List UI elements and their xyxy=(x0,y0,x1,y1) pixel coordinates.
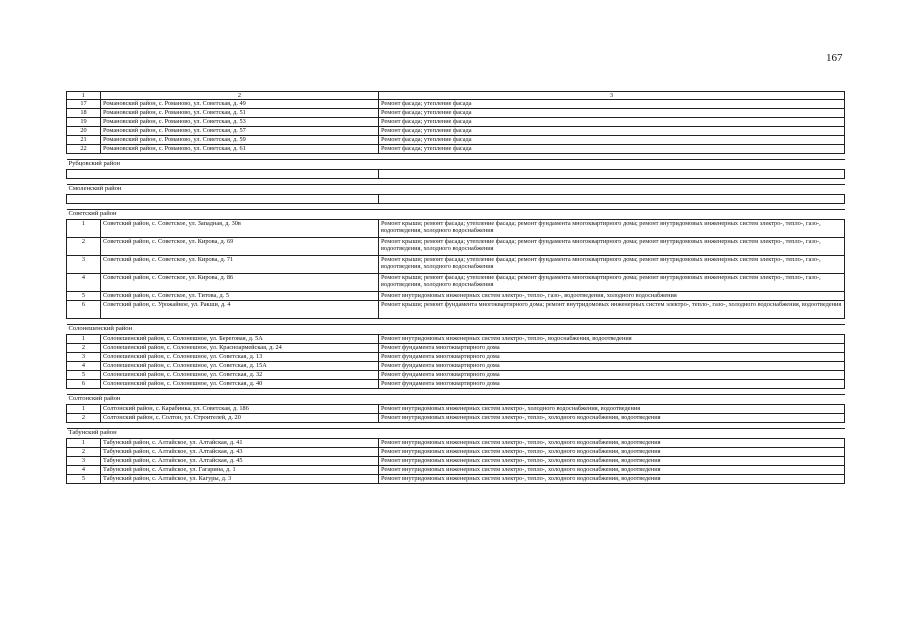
address-cell: Советский район, с. Советское, ул. Кирова, д. 71 xyxy=(101,256,379,274)
works-cell: Ремонт внутридомовых инженерных систем электро-, тепло-, холодного водоснабжения, водоотведения xyxy=(379,466,845,475)
works-cell: Ремонт внутридомовых инженерных систем электро-, тепло-, холодного водоснабжения, водоотведения xyxy=(379,475,845,484)
table-row xyxy=(67,292,845,301)
table-row xyxy=(67,439,845,448)
works-table-body xyxy=(67,92,845,484)
table-row xyxy=(67,414,845,423)
address-cell: Солонешенский район, с. Солонешное, ул. Советская, д. 15А xyxy=(101,362,379,371)
works-cell: Ремонт внутридомовых инженерных систем электро-, тепло-, холодного водоснабжения, водоотведения xyxy=(379,457,845,466)
address-cell: Советский район, с. Советское, ул. Титова, д. 5 xyxy=(101,292,379,301)
works-table xyxy=(66,91,845,484)
table-row xyxy=(67,344,845,353)
table-row xyxy=(67,100,845,109)
region-heading: Рубцовский район xyxy=(67,160,845,170)
address-cell: Табунский район, с. Алтайское, ул. Кагуры, д. 3 xyxy=(101,475,379,484)
region-heading-row xyxy=(67,210,845,220)
table-row xyxy=(67,371,845,380)
table-row xyxy=(67,448,845,457)
table-row xyxy=(67,457,845,466)
row-number: 6 xyxy=(67,301,101,319)
row-number: 3 xyxy=(67,256,101,274)
works-cell: Ремонт фасада; утепление фасада xyxy=(379,109,845,118)
empty-cell xyxy=(67,170,379,179)
works-cell: Ремонт фасада; утепление фасада xyxy=(379,145,845,154)
table-row xyxy=(67,466,845,475)
empty-cell xyxy=(67,195,379,204)
works-cell: Ремонт фасада; утепление фасада xyxy=(379,100,845,109)
table-row xyxy=(67,136,845,145)
row-number: 1 xyxy=(67,439,101,448)
works-cell: Ремонт внутридомовых инженерных систем электро-, холодного водоснабжения, водоотведения xyxy=(379,405,845,414)
works-cell: Ремонт внутридомовых инженерных систем электро-, тепло-, газо-, водоотведения, холодного водоснабжения xyxy=(379,292,845,301)
row-number: 4 xyxy=(67,274,101,292)
address-cell: Романовский район, с. Романово, ул. Советская, д. 51 xyxy=(101,109,379,118)
address-cell: Романовский район, с. Романово, ул. Советская, д. 57 xyxy=(101,127,379,136)
table-row xyxy=(67,127,845,136)
works-cell: Ремонт фасада; утепление фасада xyxy=(379,136,845,145)
table-row xyxy=(67,118,845,127)
row-number: 17 xyxy=(67,100,101,109)
works-cell: Ремонт фасада; утепление фасада xyxy=(379,118,845,127)
empty-cell xyxy=(379,170,845,179)
table-row xyxy=(67,335,845,344)
works-cell: Ремонт крыши; ремонт фасада; утепление фасада; ремонт фундамента многоквартирного дома; ремонт внутридомовых инженерных систем электро-, тепло-, газо-, водоотведения, холодного водоснабжения xyxy=(379,238,845,256)
table-row xyxy=(67,405,845,414)
address-cell: Солтонский район, с. Солтон, ул. Строителей, д. 20 xyxy=(101,414,379,423)
table-row xyxy=(67,380,845,389)
empty-row xyxy=(67,195,845,204)
row-number: 1 xyxy=(67,220,101,238)
region-heading: Табунский район xyxy=(67,429,845,439)
region-heading: Солтонский район xyxy=(67,395,845,405)
address-cell: Романовский район, с. Романово, ул. Советская, д. 59 xyxy=(101,136,379,145)
works-cell: Ремонт крыши; ремонт фасада; утепление фасада; ремонт фундамента многоквартирного дома; ремонт внутридомовых инженерных систем электро-, тепло-, газо-, водоотведения, холодного водоснабжения xyxy=(379,274,845,292)
row-number: 2 xyxy=(67,448,101,457)
row-number: 5 xyxy=(67,475,101,484)
row-number: 20 xyxy=(67,127,101,136)
region-heading: Смоленский район xyxy=(67,185,845,195)
works-cell: Ремонт фундамента многоквартирного дома xyxy=(379,344,845,353)
works-cell: Ремонт внутридомовых инженерных систем электро-, тепло-, холодного водоснабжения, водоотведения xyxy=(379,414,845,423)
empty-row xyxy=(67,170,845,179)
region-heading-row xyxy=(67,429,845,439)
address-cell: Советский район, с. Советское, ул. Кирова, д. 69 xyxy=(101,238,379,256)
row-number: 2 xyxy=(67,414,101,423)
region-heading-row xyxy=(67,325,845,335)
address-cell: Табунский район, с. Алтайское, ул. Алтайская, д. 41 xyxy=(101,439,379,448)
works-cell: Ремонт фундамента многоквартирного дома xyxy=(379,371,845,380)
works-cell: Ремонт внутридомовых инженерных систем электро-, тепло-, холодного водоснабжения, водоотведения xyxy=(379,448,845,457)
row-number: 3 xyxy=(67,353,101,362)
column-header-1: 1 xyxy=(67,92,101,100)
row-number: 5 xyxy=(67,371,101,380)
row-number: 19 xyxy=(67,118,101,127)
row-number: 4 xyxy=(67,362,101,371)
region-heading-row xyxy=(67,395,845,405)
address-cell: Табунский район, с. Алтайское, ул. Гагарина, д. 1 xyxy=(101,466,379,475)
row-number: 18 xyxy=(67,109,101,118)
row-number: 5 xyxy=(67,292,101,301)
table-row xyxy=(67,256,845,274)
row-number: 4 xyxy=(67,466,101,475)
table-row xyxy=(67,475,845,484)
column-header-3: 3 xyxy=(379,92,845,100)
address-cell: Солонешенский район, с. Солонешное, ул. Советская, д. 32 xyxy=(101,371,379,380)
address-cell: Солонешенский район, с. Солонешное, ул. Советская, д. 13 xyxy=(101,353,379,362)
column-header-row xyxy=(67,92,845,100)
works-cell: Ремонт фасада; утепление фасада xyxy=(379,127,845,136)
table-row xyxy=(67,220,845,238)
address-cell: Советский район, с. Урожайное, ул. Ракши, д. 4 xyxy=(101,301,379,319)
table-row xyxy=(67,301,845,319)
row-number: 2 xyxy=(67,344,101,353)
row-number: 2 xyxy=(67,238,101,256)
table-row xyxy=(67,353,845,362)
row-number: 22 xyxy=(67,145,101,154)
works-cell: Ремонт крыши; ремонт фундамента многоквартирного дома; ремонт внутридомовых инженерных систем электро-, тепло-, газо-, холодного водоснабжения, водоотведения xyxy=(379,301,845,319)
works-cell: Ремонт крыши; ремонт фасада; утепление фасада; ремонт фундамента многоквартирного дома; ремонт внутридомовых инженерных систем электро-, тепло-, газо-, водоотведения, холодного водоснабжения xyxy=(379,220,845,238)
works-cell: Ремонт фундамента многоквартирного дома xyxy=(379,380,845,389)
address-cell: Советский район, с. Советское, ул. Кирова, д. 86 xyxy=(101,274,379,292)
address-cell: Солтонский район, с. Карабинка, ул. Советская, д. 186 xyxy=(101,405,379,414)
works-cell: Ремонт фундамента многоквартирного дома xyxy=(379,353,845,362)
address-cell: Солонешенский район, с. Солонешное, ул. Береговая, д. 5А xyxy=(101,335,379,344)
region-heading: Солонешенский район xyxy=(67,325,845,335)
region-heading-row xyxy=(67,160,845,170)
row-number: 1 xyxy=(67,405,101,414)
table-row xyxy=(67,274,845,292)
works-cell: Ремонт внутридомовых инженерных систем электро-, тепло-, холодного водоснабжения, водоотведения xyxy=(379,439,845,448)
table-row xyxy=(67,145,845,154)
address-cell: Табунский район, с. Алтайское, ул. Алтайская, д. 43 xyxy=(101,448,379,457)
works-cell: Ремонт фундамента многоквартирного дома xyxy=(379,362,845,371)
page-number: 167 xyxy=(826,52,843,64)
works-cell: Ремонт крыши; ремонт фасада; утепление фасада; ремонт фундамента многоквартирного дома; ремонт внутридомовых инженерных систем электро-, тепло-, газо-, водоотведения, холодного водоснабжения xyxy=(379,256,845,274)
region-heading-row xyxy=(67,185,845,195)
address-cell: Солонешенский район, с. Солонешное, ул. Советская, д. 40 xyxy=(101,380,379,389)
row-number: 3 xyxy=(67,457,101,466)
address-cell: Табунский район, с. Алтайское, ул. Алтайская, д. 45 xyxy=(101,457,379,466)
row-number: 6 xyxy=(67,380,101,389)
address-cell: Солонешенский район, с. Солонешное, ул. Красноармейская, д. 24 xyxy=(101,344,379,353)
column-header-2: 2 xyxy=(101,92,379,100)
table-row xyxy=(67,109,845,118)
address-cell: Романовский район, с. Романово, ул. Советская, д. 61 xyxy=(101,145,379,154)
address-cell: Романовский район, с. Романово, ул. Советская, д. 53 xyxy=(101,118,379,127)
address-cell: Советский район, с. Советское, ул. Западная, д. 30в xyxy=(101,220,379,238)
empty-cell xyxy=(379,195,845,204)
table-row xyxy=(67,362,845,371)
row-number: 21 xyxy=(67,136,101,145)
row-number: 1 xyxy=(67,335,101,344)
region-heading: Советский район xyxy=(67,210,845,220)
works-cell: Ремонт внутридомовых инженерных систем электро-, тепло-, водоснабжения, водоотведения xyxy=(379,335,845,344)
table-row xyxy=(67,238,845,256)
address-cell: Романовский район, с. Романово, ул. Советская, д. 49 xyxy=(101,100,379,109)
